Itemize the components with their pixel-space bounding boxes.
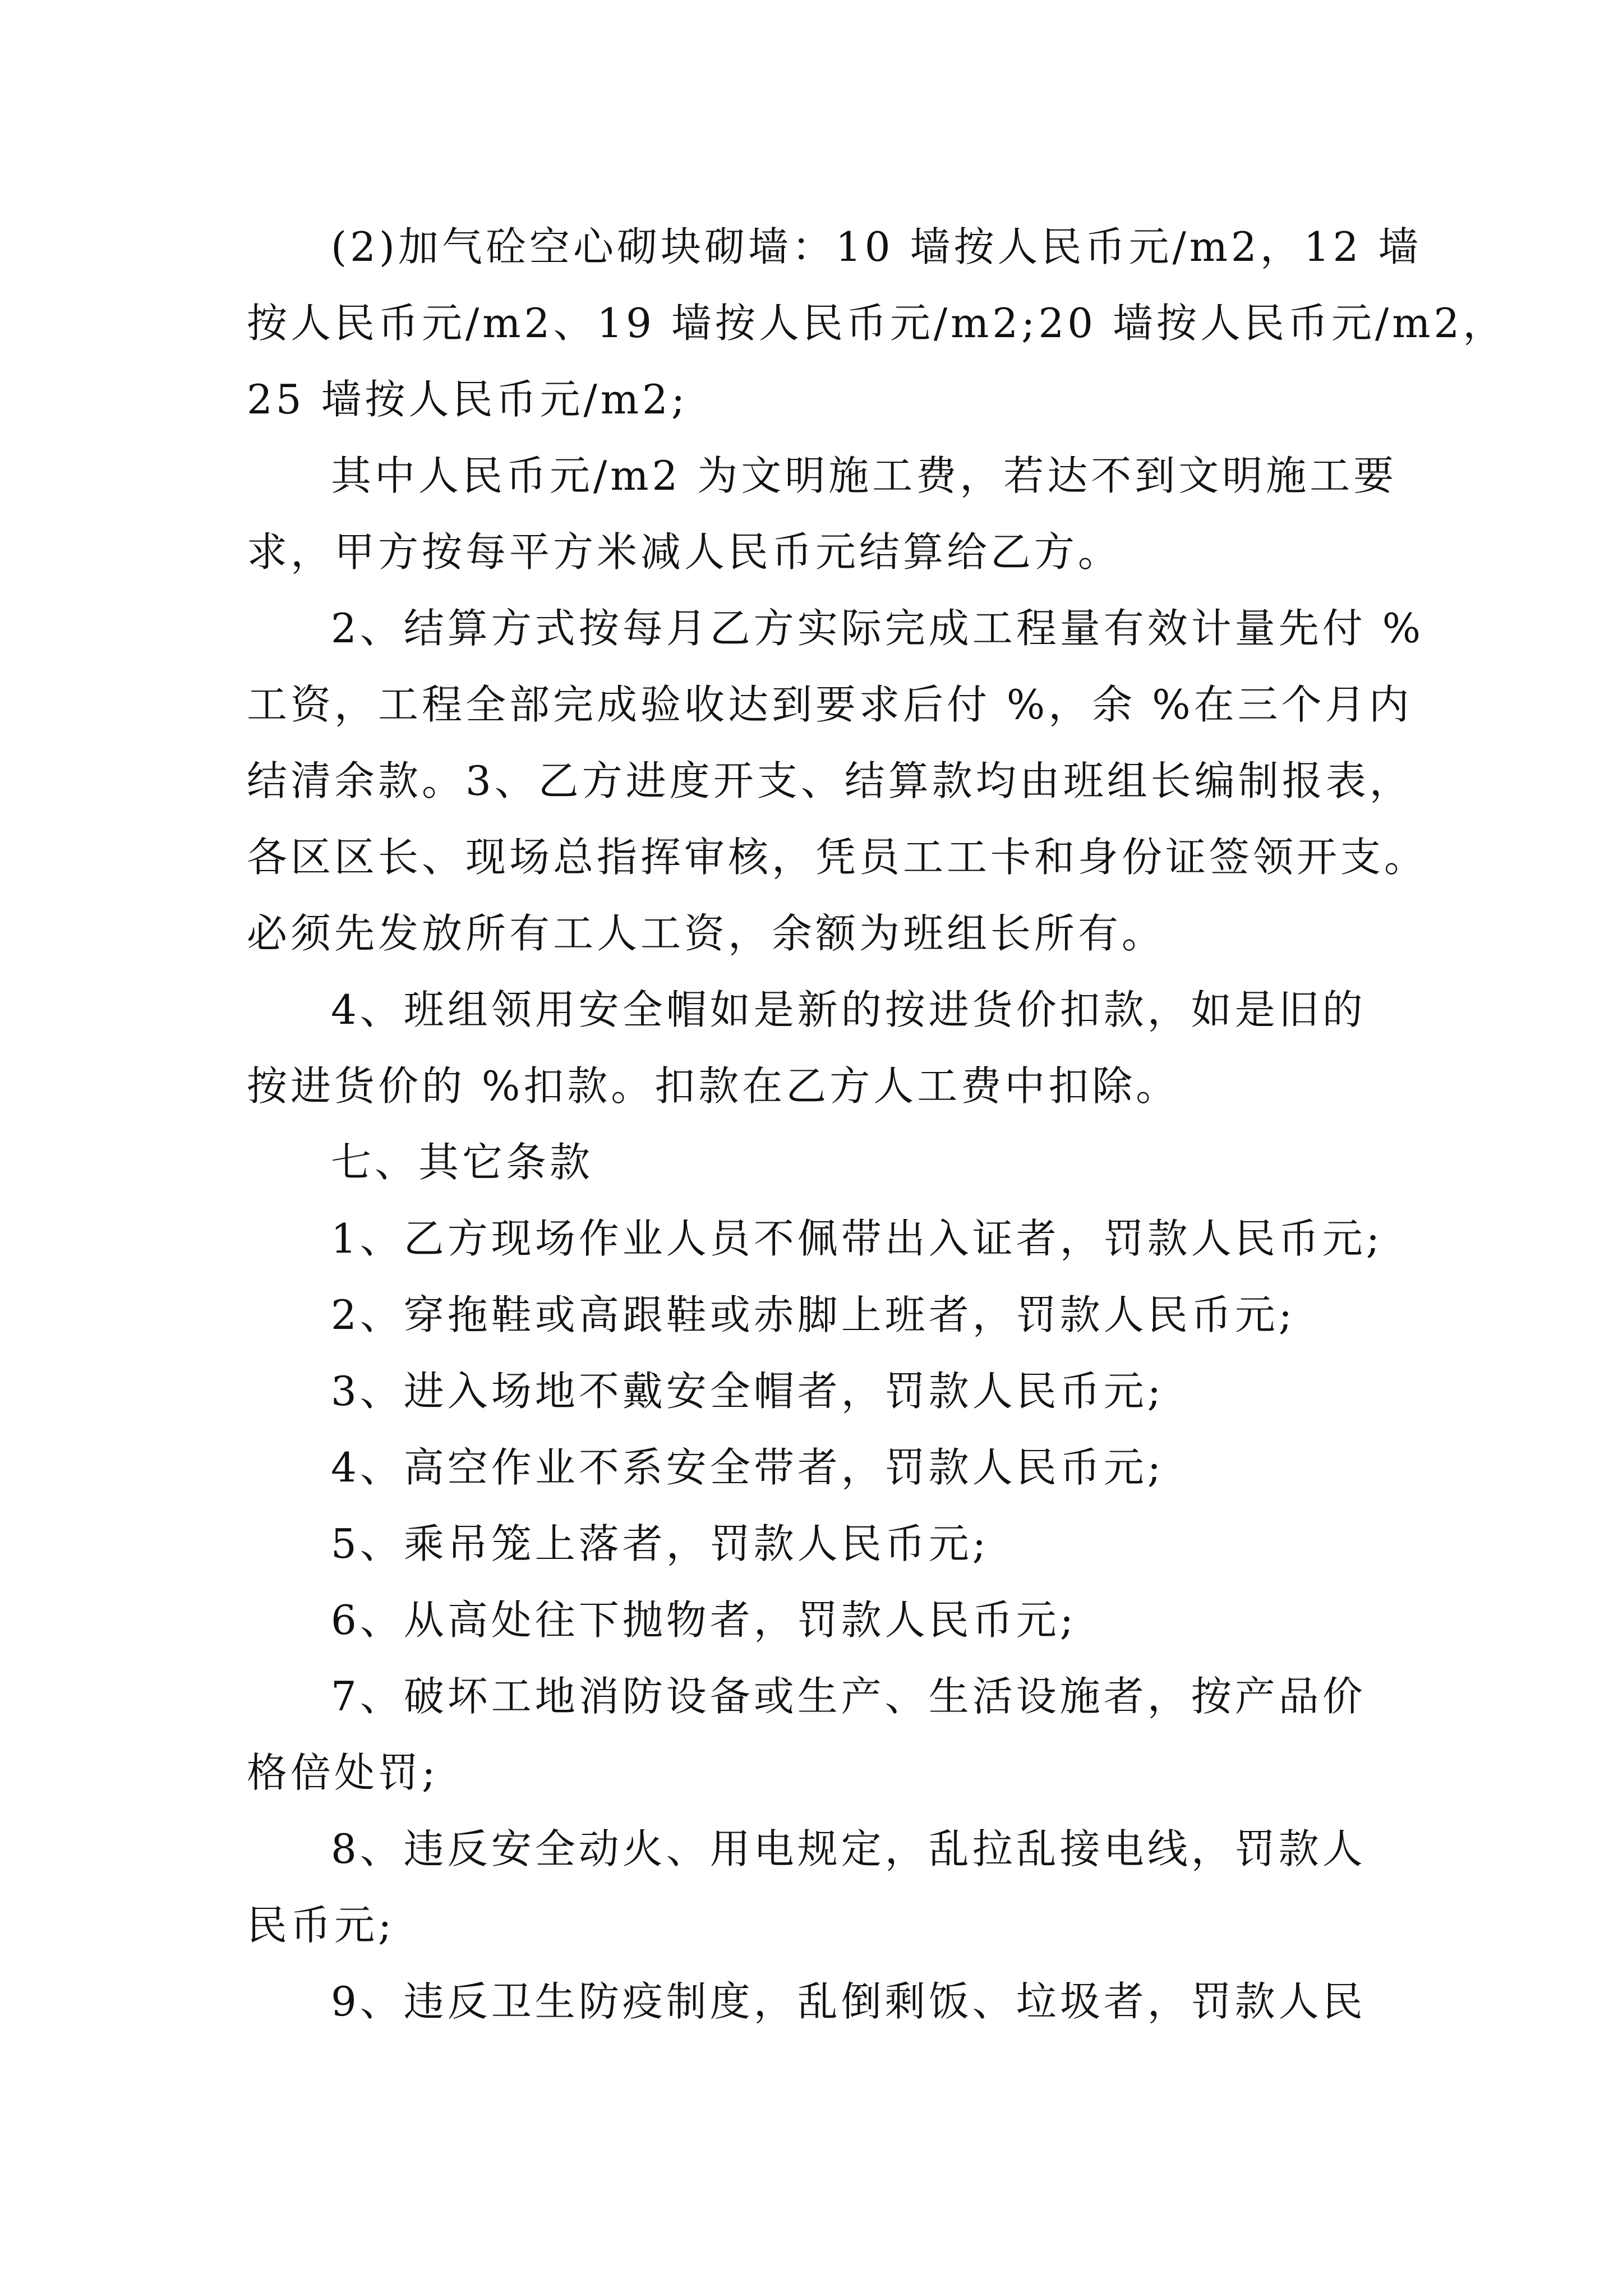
paragraph-line: 4、班组领用安全帽如是新的按进货价扣款，如是旧的 <box>331 986 1366 1033</box>
paragraph-line: 求，甲方按每平方米减人民币元结算给乙方。 <box>247 528 1122 576</box>
clause-item-4 <box>247 1429 1402 1506</box>
clause-line: 4、高空作业不系安全带者，罚款人民币元; <box>331 1444 1165 1491</box>
paragraph-line: 2、结算方式按每月乙方实际完成工程量有效计量先付 % <box>331 605 1424 652</box>
clause-line: 7、破坏工地消防设备或生产、生活设施者，按产品价 <box>331 1673 1366 1720</box>
clause-line: 2、穿拖鞋或高跟鞋或赤脚上班者，罚款人民币元; <box>331 1291 1296 1338</box>
section-heading: 七、其它条款 <box>331 1139 594 1186</box>
clause-item-8 <box>247 1811 1402 1963</box>
clause-line: 8、违反安全动火、用电规定，乱拉乱接电线，罚款人 <box>331 1825 1366 1872</box>
paragraph-line: 按进货价的 %扣款。扣款在乙方人工费中扣除。 <box>247 1062 1180 1110</box>
clause-line: 1、乙方现场作业人员不佩带出入证者，罚款人民币元; <box>331 1215 1384 1262</box>
clause-item-2 <box>247 1277 1402 1353</box>
paragraph-safety-helmet <box>247 972 1402 1124</box>
paragraph-block-wall-rates <box>247 209 1507 438</box>
clause-line: 6、从高处往下抛物者，罚款人民币元; <box>331 1596 1077 1644</box>
paragraph-settlement-method <box>247 590 1428 972</box>
paragraph-line: 各区区长、现场总指挥审核，凭员工工卡和身份证签领开支。 <box>247 834 1428 881</box>
clause-line: 5、乘吊笼上落者，罚款人民币元; <box>331 1520 990 1567</box>
paragraph-civilized-construction-fee <box>247 438 1402 590</box>
clause-item-6 <box>247 1582 1402 1658</box>
paragraph-line: 按人民币元/m2、19 墙按人民币元/m2;20 墙按人民币元/m2， <box>247 300 1507 347</box>
paragraph-line: 结清余款。3、乙方进度开支、结算款均由班组长编制报表， <box>247 757 1413 804</box>
paragraph-line: 其中人民币元/m2 为文明施工费，若达不到文明施工要 <box>331 452 1398 499</box>
paragraph-line: 工资，工程全部完成验收达到要求后付 %，余 %在三个月内 <box>247 681 1413 728</box>
clause-item-1 <box>247 1200 1402 1277</box>
clause-line: 格倍处罚; <box>247 1749 439 1796</box>
paragraph-line: (2)加气砼空心砌块砌墙：10 墙按人民币元/m2，12 墙 <box>331 223 1422 270</box>
clause-item-3 <box>247 1353 1402 1429</box>
clause-line: 民币元; <box>247 1902 395 1949</box>
section-heading-other-terms <box>247 1124 1402 1200</box>
clause-line: 9、违反卫生防疫制度，乱倒剩饭、垃圾者，罚款人民 <box>331 1978 1366 2025</box>
clause-item-9 <box>247 1963 1402 2040</box>
paragraph-line: 25 墙按人民币元/m2; <box>247 376 689 423</box>
clause-line: 3、进入场地不戴安全帽者，罚款人民币元; <box>331 1368 1165 1415</box>
clause-item-5 <box>247 1506 1402 1582</box>
paragraph-line: 必须先发放所有工人工资，余额为班组长所有。 <box>247 910 1166 957</box>
document-body <box>247 209 1507 2040</box>
clause-item-7 <box>247 1658 1402 1811</box>
